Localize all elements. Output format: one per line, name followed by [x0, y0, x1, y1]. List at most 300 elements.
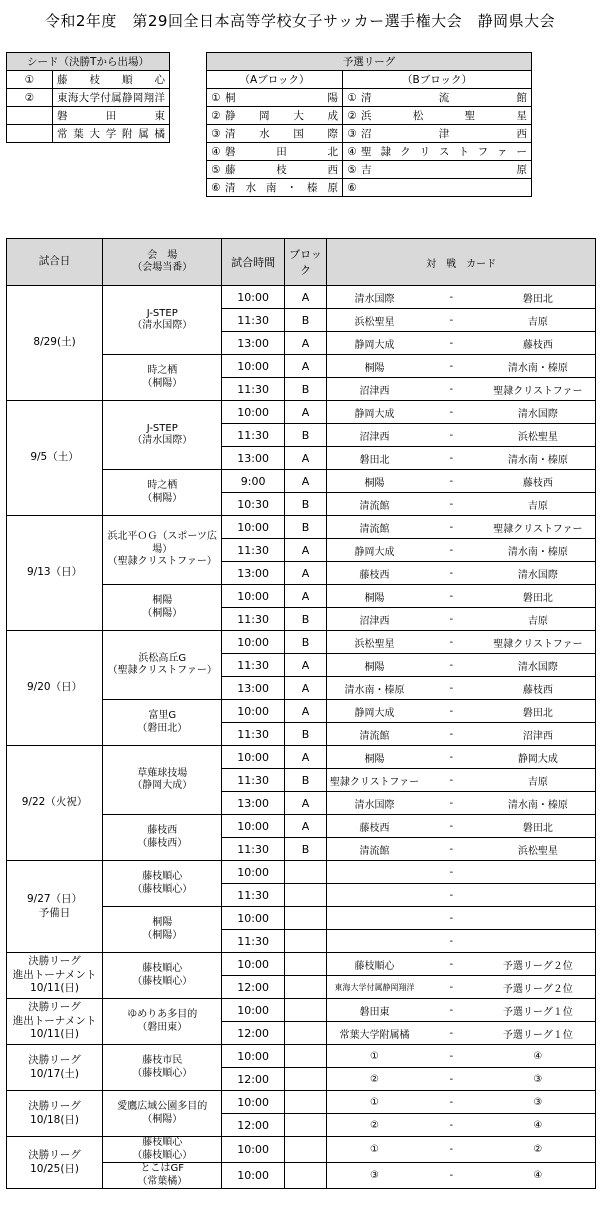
match-block: A — [284, 677, 326, 700]
match-separator: - — [422, 1137, 481, 1163]
match-block: A — [284, 562, 326, 585]
team-away: 浜松聖星 — [481, 424, 596, 447]
team-home: 桐陽 — [327, 585, 422, 608]
header-venue — [103, 239, 222, 286]
venue-cell — [103, 585, 222, 631]
match-date — [7, 1045, 103, 1091]
match-time: 10:00 — [222, 1163, 284, 1189]
venue-cell — [103, 1163, 222, 1189]
venue-name: 桐陽 — [152, 917, 173, 928]
team-home: 桐陽 — [327, 470, 422, 493]
team-away: 清水南・榛原 — [481, 792, 596, 815]
match-date — [7, 1137, 103, 1189]
match-date — [7, 286, 103, 401]
prelim-row — [207, 143, 532, 161]
match-time: 12:00 — [222, 1068, 284, 1091]
match-separator: - — [422, 700, 481, 723]
match-block — [284, 1022, 326, 1045]
venue-name: 浜北平ＯＧ（スポーツ広場） — [107, 531, 218, 555]
team-home: 清水南・榛原 — [327, 677, 422, 700]
team-home: ① — [327, 1091, 422, 1114]
venue-cell — [103, 907, 222, 953]
team-away: 聖隷クリストファー — [481, 378, 596, 401]
team-home: 藤枝順心 — [327, 953, 422, 976]
team-home: 沼津西 — [327, 424, 422, 447]
match-separator: - — [422, 424, 481, 447]
venue-cell — [103, 1045, 222, 1091]
match-date-line: 8/29(土) — [33, 336, 76, 349]
match-date — [7, 746, 103, 861]
team-away: ③ — [481, 1091, 596, 1114]
header-venue-line2: （会場当番） — [132, 262, 193, 273]
team-home: 清水国際 — [327, 286, 422, 309]
match-separator: - — [422, 470, 481, 493]
block-a-team: 藤枝西 — [223, 161, 343, 179]
match-block: B — [284, 516, 326, 539]
team-home: 磐田北 — [327, 447, 422, 470]
team-home: 桐陽 — [327, 746, 422, 769]
match-block: A — [284, 286, 326, 309]
team-away — [481, 930, 596, 953]
prelim-row — [207, 89, 532, 107]
seed-row — [7, 71, 170, 89]
match-row — [7, 1045, 596, 1068]
block-b-num: ② — [343, 107, 360, 125]
prelim-league-table — [206, 52, 532, 197]
team-away: 磐田北 — [481, 585, 596, 608]
block-a-team: 清水南・榛原 — [223, 179, 343, 197]
team-home: 清流館 — [327, 493, 422, 516]
prelim-row — [207, 125, 532, 143]
block-b-num: ① — [343, 89, 360, 107]
match-time: 10:00 — [222, 401, 284, 424]
match-date-line: 10/25(日) — [30, 1162, 80, 1175]
match-time: 12:00 — [222, 1022, 284, 1045]
match-separator: - — [422, 999, 481, 1022]
match-time: 10:00 — [222, 1045, 284, 1068]
match-separator: - — [422, 1091, 481, 1114]
venue-cell — [103, 700, 222, 746]
match-block: A — [284, 539, 326, 562]
team-away: 吉原 — [481, 608, 596, 631]
match-row — [7, 999, 596, 1022]
match-block: A — [284, 700, 326, 723]
match-time: 10:00 — [222, 585, 284, 608]
match-block — [284, 1068, 326, 1091]
venue-cell — [103, 355, 222, 401]
match-time: 11:30 — [222, 769, 284, 792]
team-home: 清流館 — [327, 516, 422, 539]
match-block — [284, 1045, 326, 1068]
seed-num: ① — [7, 71, 53, 89]
team-home: 浜松聖星 — [327, 631, 422, 654]
prelim-row — [207, 107, 532, 125]
match-block — [284, 861, 326, 884]
header-date: 試合日 — [7, 239, 103, 286]
venue-cell — [103, 1091, 222, 1137]
block-a-team: 桐陽 — [223, 89, 343, 107]
match-block — [284, 953, 326, 976]
match-block — [284, 976, 326, 999]
venue-host: （磐田東） — [137, 1021, 188, 1033]
match-time: 10:00 — [222, 286, 284, 309]
seed-num — [7, 125, 53, 143]
match-row — [7, 516, 596, 539]
match-time: 13:00 — [222, 447, 284, 470]
seed-header: シード（決勝Tから出場） — [7, 53, 170, 71]
match-separator: - — [422, 723, 481, 746]
match-time: 10:30 — [222, 493, 284, 516]
team-home — [327, 930, 422, 953]
team-away: 予選リーグ２位 — [481, 953, 596, 976]
match-separator: - — [422, 1163, 481, 1189]
match-time: 11:30 — [222, 309, 284, 332]
team-away: 清水南・榛原 — [481, 447, 596, 470]
block-a-num: ① — [207, 89, 224, 107]
match-separator: - — [422, 516, 481, 539]
match-time: 9:00 — [222, 470, 284, 493]
venue-host: （静岡大成） — [132, 780, 193, 791]
match-block: A — [284, 792, 326, 815]
team-home — [327, 861, 422, 884]
block-a-header: （Aブロック） — [207, 71, 343, 89]
match-date-line: 決勝リーグ — [28, 955, 81, 968]
match-separator: - — [422, 309, 481, 332]
team-away: ④ — [481, 1163, 596, 1189]
header-time: 試合時間 — [222, 239, 284, 286]
seed-team: 磐田東 — [53, 107, 170, 125]
match-separator: - — [422, 861, 481, 884]
match-time: 10:00 — [222, 999, 284, 1022]
team-away: 清水南・榛原 — [481, 539, 596, 562]
team-away: 静岡大成 — [481, 746, 596, 769]
match-date — [7, 999, 103, 1045]
team-away: ④ — [481, 1114, 596, 1137]
match-block: A — [284, 470, 326, 493]
match-block: A — [284, 447, 326, 470]
team-home: 聖隷クリストファー — [327, 769, 422, 792]
block-a-team: 清水国際 — [223, 125, 343, 143]
seed-num: ② — [7, 89, 53, 107]
seed-table — [6, 52, 170, 143]
block-a-num: ④ — [207, 143, 224, 161]
match-separator: - — [422, 355, 481, 378]
match-time: 11:30 — [222, 539, 284, 562]
match-date-line: 10/17(土) — [30, 1067, 80, 1080]
match-separator: - — [422, 838, 481, 861]
match-date-line: 10/11(日) — [30, 982, 80, 995]
match-block: B — [284, 309, 326, 332]
venue-host: （藤枝西） — [137, 837, 188, 849]
match-date-line: 決勝リーグ — [28, 1099, 81, 1112]
team-home: 清流館 — [327, 838, 422, 861]
venue-host: （桐陽） — [142, 377, 183, 389]
block-a-num: ⑥ — [207, 179, 224, 197]
match-time: 11:30 — [222, 884, 284, 907]
match-date-line: 進出トーナメント — [12, 1014, 97, 1027]
team-home: 磐田東 — [327, 999, 422, 1022]
venue-host: （藤枝順心） — [132, 975, 193, 987]
match-separator: - — [422, 378, 481, 401]
venue-host: （藤枝順心） — [132, 883, 193, 895]
match-separator: - — [422, 493, 481, 516]
team-home: 藤枝西 — [327, 815, 422, 838]
match-block — [284, 907, 326, 930]
team-home: 浜松聖星 — [327, 309, 422, 332]
match-separator: - — [422, 401, 481, 424]
team-away: 清水国際 — [481, 401, 596, 424]
team-home: 静岡大成 — [327, 332, 422, 355]
venue-cell — [103, 470, 222, 516]
block-b-team: 聖隷クリストファー — [359, 143, 531, 161]
match-separator: - — [422, 654, 481, 677]
team-home: ③ — [327, 1163, 422, 1189]
team-away — [481, 907, 596, 930]
match-separator: - — [422, 631, 481, 654]
match-block: B — [284, 424, 326, 447]
block-b-header: （Bブロック） — [343, 71, 532, 89]
match-block — [284, 930, 326, 953]
match-separator: - — [422, 562, 481, 585]
match-block: B — [284, 608, 326, 631]
match-date-line: 10/18(日) — [30, 1113, 80, 1126]
block-b-num: ③ — [343, 125, 360, 143]
match-date-line: 10/11(日) — [30, 1028, 80, 1041]
match-time: 10:00 — [222, 953, 284, 976]
venue-name: ゆめりあ多目的 — [127, 1009, 198, 1020]
team-home: 静岡大成 — [327, 539, 422, 562]
venue-host: （聖隷クリストファー） — [107, 556, 217, 568]
seed-row — [7, 89, 170, 107]
venue-name: 浜松高丘G — [138, 652, 187, 664]
venue-name: 藤枝市民 — [142, 1055, 183, 1066]
team-home: 静岡大成 — [327, 401, 422, 424]
block-b-num: ⑤ — [343, 161, 360, 179]
match-block — [284, 1137, 326, 1163]
match-block — [284, 999, 326, 1022]
team-away: 予選リーグ１位 — [481, 999, 596, 1022]
header-venue-line1: 会 場 — [147, 249, 178, 261]
team-home: 静岡大成 — [327, 700, 422, 723]
block-a-team: 静岡大成 — [223, 107, 343, 125]
venue-cell — [103, 401, 222, 470]
block-b-team: 浜松聖星 — [359, 107, 531, 125]
venue-cell — [103, 861, 222, 907]
match-block: A — [284, 332, 326, 355]
block-a-num: ② — [207, 107, 224, 125]
block-b-team: 清流館 — [359, 89, 531, 107]
block-b-team — [359, 179, 531, 197]
seed-num — [7, 107, 53, 125]
match-time: 11:30 — [222, 424, 284, 447]
match-time: 10:00 — [222, 907, 284, 930]
match-separator: - — [422, 769, 481, 792]
block-b-team: 沼津西 — [359, 125, 531, 143]
prelim-row — [207, 161, 532, 179]
match-time: 10:00 — [222, 1137, 284, 1163]
seed-row — [7, 107, 170, 125]
match-block: B — [284, 769, 326, 792]
match-block — [284, 1091, 326, 1114]
team-home: 藤枝西 — [327, 562, 422, 585]
team-away: 清水南・榛原 — [481, 355, 596, 378]
venue-host: （藤枝順心） — [132, 1067, 193, 1079]
venue-host: （常葉橘） — [137, 1175, 188, 1187]
team-home: ② — [327, 1068, 422, 1091]
match-row — [7, 861, 596, 884]
match-separator: - — [422, 953, 481, 976]
team-away: 予選リーグ１位 — [481, 1022, 596, 1045]
team-away: 聖隷クリストファー — [481, 516, 596, 539]
match-date-line: 9/22（火祝） — [21, 796, 88, 809]
match-date-line: 決勝リーグ — [28, 1001, 81, 1014]
match-time: 11:30 — [222, 930, 284, 953]
team-away: 浜松聖星 — [481, 838, 596, 861]
match-time: 10:00 — [222, 1091, 284, 1114]
match-block: B — [284, 838, 326, 861]
team-home: 清流館 — [327, 723, 422, 746]
match-separator: - — [422, 585, 481, 608]
match-block: A — [284, 654, 326, 677]
team-away: 予選リーグ２位 — [481, 976, 596, 999]
team-away: 藤枝西 — [481, 677, 596, 700]
match-separator: - — [422, 907, 481, 930]
match-date — [7, 953, 103, 999]
match-block: B — [284, 723, 326, 746]
match-block — [284, 884, 326, 907]
match-separator: - — [422, 332, 481, 355]
match-separator: - — [422, 1045, 481, 1068]
match-row — [7, 286, 596, 309]
match-block: A — [284, 585, 326, 608]
team-home — [327, 884, 422, 907]
match-date — [7, 631, 103, 746]
match-block: B — [284, 631, 326, 654]
team-away: 吉原 — [481, 309, 596, 332]
match-time: 13:00 — [222, 792, 284, 815]
match-row — [7, 1091, 596, 1114]
venue-name: J-STEP — [146, 422, 178, 434]
team-away: 磐田北 — [481, 700, 596, 723]
match-separator: - — [422, 815, 481, 838]
team-home — [327, 907, 422, 930]
prelim-header: 予選リーグ — [207, 53, 532, 71]
venue-host: （清水国際） — [132, 320, 193, 331]
header-card: 対 戦 カード — [327, 239, 596, 286]
seed-team: 常葉大学附属橘 — [53, 125, 170, 143]
match-date — [7, 516, 103, 631]
team-home: 常葉大学附属橘 — [327, 1022, 422, 1045]
venue-name: 時之栖 — [147, 365, 178, 376]
match-row — [7, 631, 596, 654]
prelim-row — [207, 179, 532, 197]
team-away — [481, 861, 596, 884]
team-home: 東海大学付属静岡翔洋 — [327, 976, 422, 999]
match-block: A — [284, 815, 326, 838]
match-separator: - — [422, 447, 481, 470]
block-b-team: 吉原 — [359, 161, 531, 179]
team-away: 沼津西 — [481, 723, 596, 746]
seed-team: 東海大学付属静岡翔洋 — [53, 89, 170, 107]
match-time: 10:00 — [222, 355, 284, 378]
match-date-line: 9/20（日） — [27, 681, 83, 694]
match-separator: - — [422, 286, 481, 309]
match-date-line: 決勝リーグ — [28, 1053, 81, 1066]
team-home: 沼津西 — [327, 608, 422, 631]
venue-name: 愛鷹広域公園多目的 — [117, 1101, 208, 1112]
match-date-line: 9/5（土） — [30, 451, 79, 464]
team-home: 清水国際 — [327, 792, 422, 815]
team-away: 清水国際 — [481, 654, 596, 677]
match-separator: - — [422, 930, 481, 953]
team-away: 清水国際 — [481, 562, 596, 585]
team-away: 磐田北 — [481, 815, 596, 838]
match-separator: - — [422, 1068, 481, 1091]
venue-cell — [103, 815, 222, 861]
match-time: 10:00 — [222, 746, 284, 769]
venue-host: （桐陽） — [142, 607, 183, 619]
team-away: ② — [481, 1137, 596, 1163]
match-block: A — [284, 401, 326, 424]
team-away: 吉原 — [481, 493, 596, 516]
team-home: 沼津西 — [327, 378, 422, 401]
match-block — [284, 1163, 326, 1189]
venue-name: 藤枝順心 — [142, 1137, 183, 1148]
team-home: 桐陽 — [327, 355, 422, 378]
block-a-num: ③ — [207, 125, 224, 143]
team-away: 磐田北 — [481, 286, 596, 309]
match-separator: - — [422, 677, 481, 700]
team-away: ③ — [481, 1068, 596, 1091]
venue-host: （聖隷クリストファー） — [107, 665, 217, 676]
venue-host: （清水国際） — [132, 435, 193, 446]
team-home: ① — [327, 1137, 422, 1163]
venue-name: 藤枝順心 — [142, 963, 183, 974]
match-row — [7, 1137, 596, 1163]
venue-cell — [103, 999, 222, 1045]
venue-cell — [103, 516, 222, 585]
block-b-num: ④ — [343, 143, 360, 161]
venue-name: 藤枝西 — [147, 825, 178, 836]
match-block: B — [284, 493, 326, 516]
team-home: ② — [327, 1114, 422, 1137]
match-block: A — [284, 746, 326, 769]
match-time: 12:00 — [222, 976, 284, 999]
venue-cell — [103, 286, 222, 355]
match-time: 11:30 — [222, 608, 284, 631]
venue-host: （桐陽） — [142, 929, 183, 941]
match-row — [7, 953, 596, 976]
match-row — [7, 746, 596, 769]
match-separator: - — [422, 884, 481, 907]
match-block: B — [284, 378, 326, 401]
match-date — [7, 861, 103, 953]
seed-team: 藤枝順心 — [53, 71, 170, 89]
match-date — [7, 401, 103, 516]
seed-row — [7, 125, 170, 143]
block-a-team: 磐田北 — [223, 143, 343, 161]
block-a-num: ⑤ — [207, 161, 224, 179]
team-home: 桐陽 — [327, 654, 422, 677]
match-separator: - — [422, 1114, 481, 1137]
venue-name: 時之栖 — [147, 480, 178, 491]
venue-name: 草薙球技場 — [137, 767, 188, 779]
venue-cell — [103, 631, 222, 700]
match-time: 11:30 — [222, 654, 284, 677]
venue-host: （磐田北） — [137, 722, 188, 734]
venue-name: J-STEP — [146, 307, 178, 319]
match-separator: - — [422, 746, 481, 769]
